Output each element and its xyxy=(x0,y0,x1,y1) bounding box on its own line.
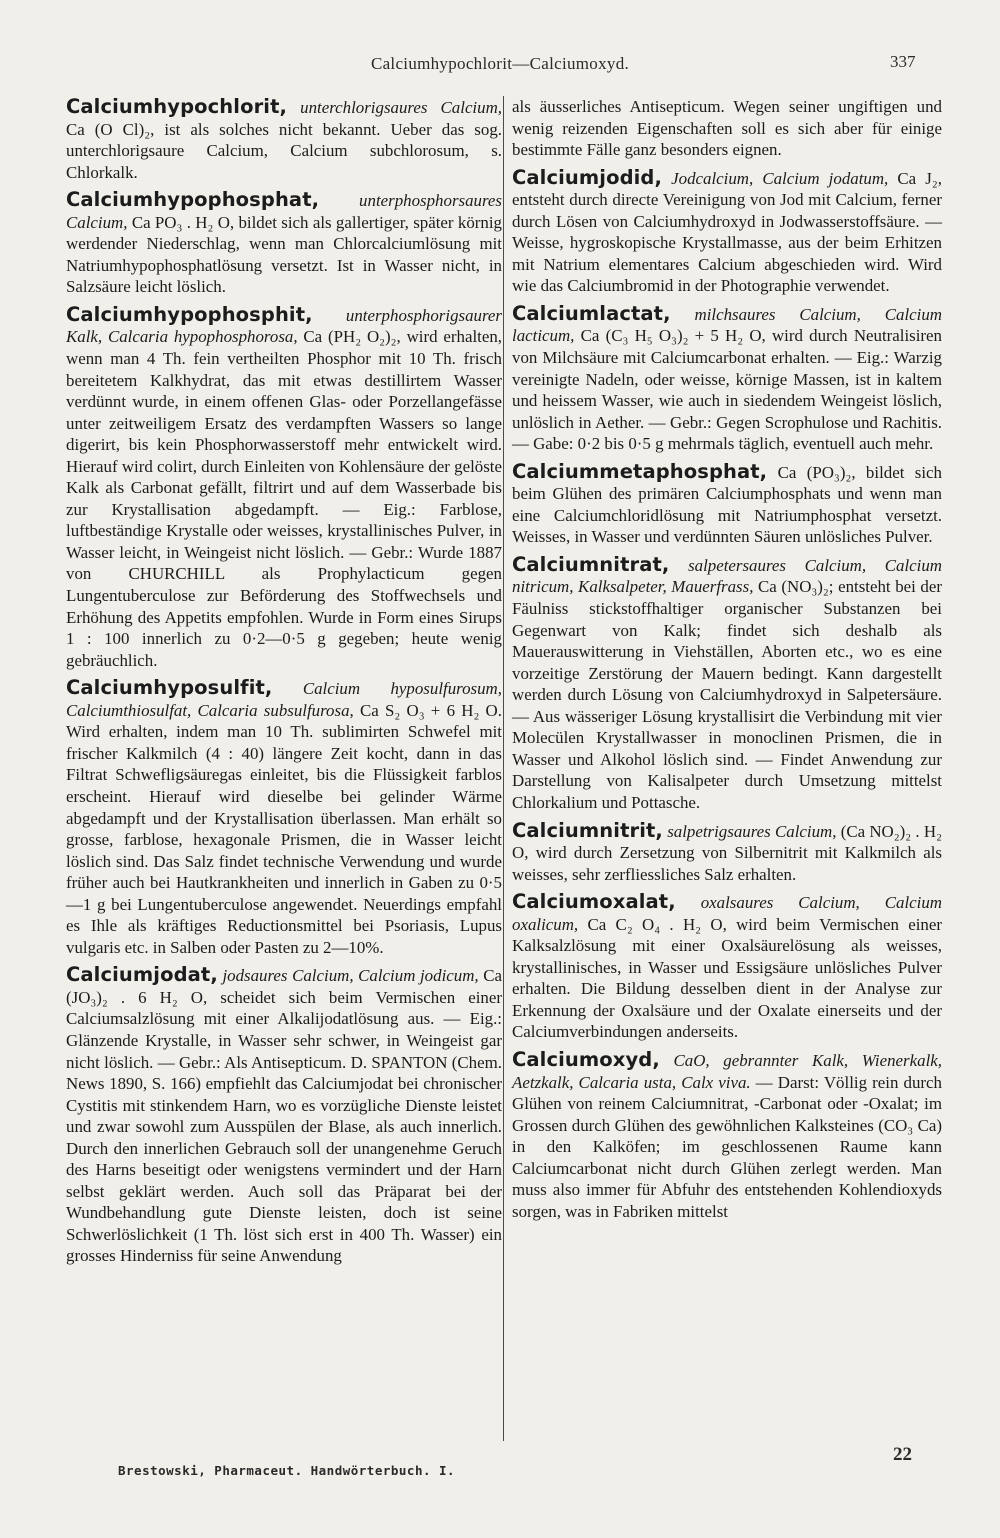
entry-synonyms: CaO, gebrannter Kalk, Wienerkalk, Aetzkalk, Calcaria usta, Calx viva. xyxy=(512,1050,942,1092)
entry-text: Ca (NO₃)₂; entsteht bei der Fäulniss stickstoffhaltiger organischer Substanzen bei Gegenwart von Kalk; findet sich deshalb als Mauerauswitterung in Viehställen, Aborten etc., wo es eine vorzeitige Zerstörung der Mauern bedingt. Kann dargestellt werden durch Lösung von Calciumhydroxyd in Salpetersäure. — Aus wässeriger Lösung krystallisirt die Verbindung mit vier Molecülen Krystallwasser in monoclinen Prismen, die in Wasser und Alkohol löslich sind. — Findet Anwendung zur Darstellung von Kalisalpeter durch Umsetzung mittelst Chlorkalium und Pottasche. xyxy=(512,577,942,812)
right-column xyxy=(512,96,942,1222)
entry-headword: Calciumoxyd, xyxy=(512,1047,660,1071)
entry-headword: Calciumnitrit, xyxy=(512,818,663,842)
entry-text: Ca (C₃ H₅ O₃)₂ + 5 H₂ O, wird durch Neutralisiren von Milchsäure mit Calciumcarbonat erhalten. — Eig.: Warzig vereinigte Nadeln, oder weisse, körnige Massen, ist in kaltem und heissem Wasser, wie auch in siedendem Weingeist löslich, unlöslich in Aether. — Gebr.: Gegen Scrophulose und Rachitis. — Gabe: 0·2 bis 0·5 g mehrmals täglich, eventuell auch mehr. xyxy=(512,326,942,454)
entry-headword: Calciummetaphosphat, xyxy=(512,459,768,483)
entry-synonyms: Calcium hyposulfurosum, Calciumthiosulfat, Calcaria subsulfurosa, xyxy=(66,679,502,720)
entry-text: Ca (O Cl)₂, ist als solches nicht bekannt. Ueber das sog. unterchlorigsaure Calcium, Calcium subchlorosum, s. Chlorkalk. xyxy=(66,119,502,182)
entry-headword: Calciumjodat, xyxy=(66,963,218,987)
entry-calciumhypophosphit xyxy=(66,304,502,671)
entry-synonyms: Jodcalcium, Calcium jodatum, xyxy=(671,168,889,188)
entry-calciumlactat xyxy=(512,303,942,455)
left-column xyxy=(66,96,502,1267)
entry-text: — Darst: Völlig rein durch Glühen von reinem Calciumnitrat, -Carbonat oder -Oxalat; im Grossen durch Glühen des gewöhnlichen Kalksteines (CO₃ Ca) in den Kalköfen; im geschlossenen Raume kann Calciumcarbonat nicht durch Glühen zerlegt werden. Man muss also immer für Abfuhr des entstehenden Kohlendioxyds sorgen, was in Fabriken mittelst xyxy=(512,1072,942,1221)
entry-text: Ca J₂, entsteht durch directe Vereinigung von Jod mit Calcium, ferner durch Lösen von Calciumhydroxyd in Jodwasserstoffsäure. — Weisse, hygroskopische Krystallmasse, aus der beim Erhitzen mit Natrium elementares Calcium abgeschieden wird. Wird wie das Calciumbromid in der Photographie verwendet. xyxy=(512,168,942,296)
entry-calciumoxalat xyxy=(512,891,942,1043)
entry-synonyms: oxalsaures Calcium, Calcium oxalicum, xyxy=(512,893,942,934)
entry-synonyms: unterphosphorsaures Calcium, xyxy=(66,191,502,232)
entry-text: Ca S₂ O₃ + 6 H₂ O. Wird erhalten, indem man 10 Th. sublimirten Schwefel mit frischer Kalkmilch (4 : 40) längere Zeit kocht, dann in das Filtrat Schwefligsäuregas einleitet, bis die Flüssigkeit farblos erscheint. Hierauf wird dieselbe bei gelinder Wärme abgedampft und der Krystallisation überlassen. Man erhält so grosse, farblose, hexagonale Prismen, die in Wasser leicht löslich sind. Das Salz findet technische Verwendung und wurde früher auch bei Hautkrankheiten und innerlich in Gaben zu 0·5—1 g bei Lungentuberculose angewendet. Neuerdings empfahl es Ihle als kräftiges Reductionsmittel bei Psoriasis, Lupus vulgaris etc. in Salben oder Pasten zu 2—10%. xyxy=(66,700,502,957)
entry-text: Ca C₂ O₄ . H₂ O, wird beim Vermischen einer Kalksalzlösung mit einer Oxalsäurelösung als weisses, krystallinisches, in Wasser und Essigsäure unlösliches Pulver erhalten. Die Bildung desselben dient in der Analyse zur Erkennung der Oxalsäure und der Oxalate einerseits und der Calciumverbindungen anderseits. xyxy=(512,914,942,1042)
entry-continuation xyxy=(512,96,942,161)
page-number: 337 xyxy=(890,52,916,71)
entry-text: Ca (JO₃)₂ . 6 H₂ O, scheidet sich beim Vermischen einer Calciumsalzlösung mit einer Alkalijodatlösung aus. — Eig.: Glänzende Krystalle, in Wasser sehr schwer, in Weingeist gar nicht löslich. — Gebr.: Als Antisepticum. D. SPANTON (Chem. News 1890, S. 166) empfiehlt das Calciumjodat bei chronischer Cystitis mit stinkendem Harn, wo es vorzügliche Dienste leistet und zwar sowohl zum Ausspülen der Blase, als auch innerlich. Durch den innerlichen Gebrauch soll der unangenehme Geruch des Harns beseitigt oder wenigstens vermindert und der Harn selbst geklärt werden. Auch soll das Präparat bei der Wundbehandlung gute Dienste leisten, doch ist seine Schwerlöslichkeit (1 Th. löst sich erst in 400 Th. Wasser) ein grosses Hinderniss für seine Anwendung xyxy=(66,966,502,1266)
entry-calciumhypophosphat xyxy=(66,189,502,298)
entry-calciumhypochlorit xyxy=(66,96,502,183)
entry-calciumoxyd xyxy=(512,1049,942,1222)
entry-text: (Ca NO₂)₂ . H₂ O, wird durch Zersetzung von Silbernitrit mit Kalkmilch als weisses, sehr zerfliessliches Salz erhalten. xyxy=(512,821,942,884)
entry-synonyms: milchsaures Calcium, Calcium lacticum, xyxy=(512,304,942,346)
signature-mark: 22 xyxy=(893,1444,912,1465)
column-divider xyxy=(503,96,504,1441)
entry-calciumjodid xyxy=(512,167,942,297)
entry-calciummetaphosphat xyxy=(512,461,942,548)
entry-headword: Calciumlactat, xyxy=(512,301,671,325)
entry-headword: Calciumjodid, xyxy=(512,165,662,189)
entry-calciumnitrit xyxy=(512,820,942,886)
entry-synonyms: unterchlorigsaures Calcium, xyxy=(300,98,502,117)
entry-text: als äusserliches Antisepticum. Wegen seiner ungiftigen und wenig reizenden Eigenschaften soll es sich aber für einige bestimmte Fälle ganz besonders eignen. xyxy=(512,97,942,160)
entry-calciumhyposulfit xyxy=(66,677,502,958)
entry-synonyms: unterphosphorigsaurer Kalk, Calcaria hypophosphorosa, xyxy=(66,305,502,347)
entry-text: Ca (PO₃)₂, bildet sich beim Glühen des primären Calciumphosphats und wenn man eine Calciumchloridlösung mit Natriumphosphat versetzt. Weisses, in Wasser und verdünnten Säuren unlösliches Pulver. xyxy=(512,462,942,547)
entry-synonyms: salpetersaures Calcium, Calcium nitricum, Kalksalpeter, Mauerfrass, xyxy=(512,555,942,597)
entry-headword: Calciumhypochlorit, xyxy=(66,95,287,118)
entry-synonyms: jodsaures Calcium, Calcium jodicum, xyxy=(222,966,479,986)
entry-synonyms: salpetrigsaures Calcium, xyxy=(667,821,837,841)
entry-headword: Calciumhypophosphat, xyxy=(66,188,320,212)
entry-calciumjodat xyxy=(66,964,502,1267)
entry-headword: Calciumhypophosphit, xyxy=(66,302,313,326)
entry-text: Ca (PH₂ O₂)₂, wird erhalten, wenn man 4 Th. fein vertheilten Phosphor mit 10 Th. frisch bereitetem Kalkhydrat, das mit etwas destillirtem Wasser verdünnt wurde, in einem offenen Glas- oder Porzellangefässe unter zeitweiligem Ersatz des verdampften Wassers so lange digerirt, bis kein Phosphorwasserstoff mehr entwickelt wird. Hierauf wird colirt, durch Einleiten von Kohlensäure der gelöste Kalk als Carbonat gefällt, filtrirt und auf dem Wasserbade bis zur Krystallisation abgedampft. — Eig.: Farblose, luftbeständige Krystalle oder weisses, krystallinisches Pulver, in Wasser leicht, in Weingeist nicht löslich. — Gebr.: Wurde 1887 von CHURCHILL als Prophylacticum gegen Lungentuberculose zur Beförderung des Stoffwechsels und Erhöhung des Appetits empfohlen. Wurde in Form eines Sirups 1 : 100 innerlich zu 0·2—0·5 g gegeben; heute wenig gebräuchlich. xyxy=(66,327,502,670)
imprint-line: Brestowski, Pharmaceut. Handwörterbuch. I. xyxy=(118,1463,456,1478)
entry-calciumnitrat xyxy=(512,554,942,814)
running-title: Calciumhypochlorit—Calciumoxyd. xyxy=(370,54,630,73)
entry-text: Ca PO₃ . H₂ O, bildet sich als gallertiger, später körnig werdender Niederschlag, wenn man Chlorcalciumlösung mit Natriumhypophosphatlösung versetzt. Ist in Wasser nicht, in Salzsäure leicht löslich. xyxy=(66,212,502,297)
entry-headword: Calciumoxalat, xyxy=(512,890,676,914)
entry-headword: Calciumnitrat, xyxy=(512,552,670,576)
entry-headword: Calciumhyposulfit, xyxy=(66,676,273,700)
